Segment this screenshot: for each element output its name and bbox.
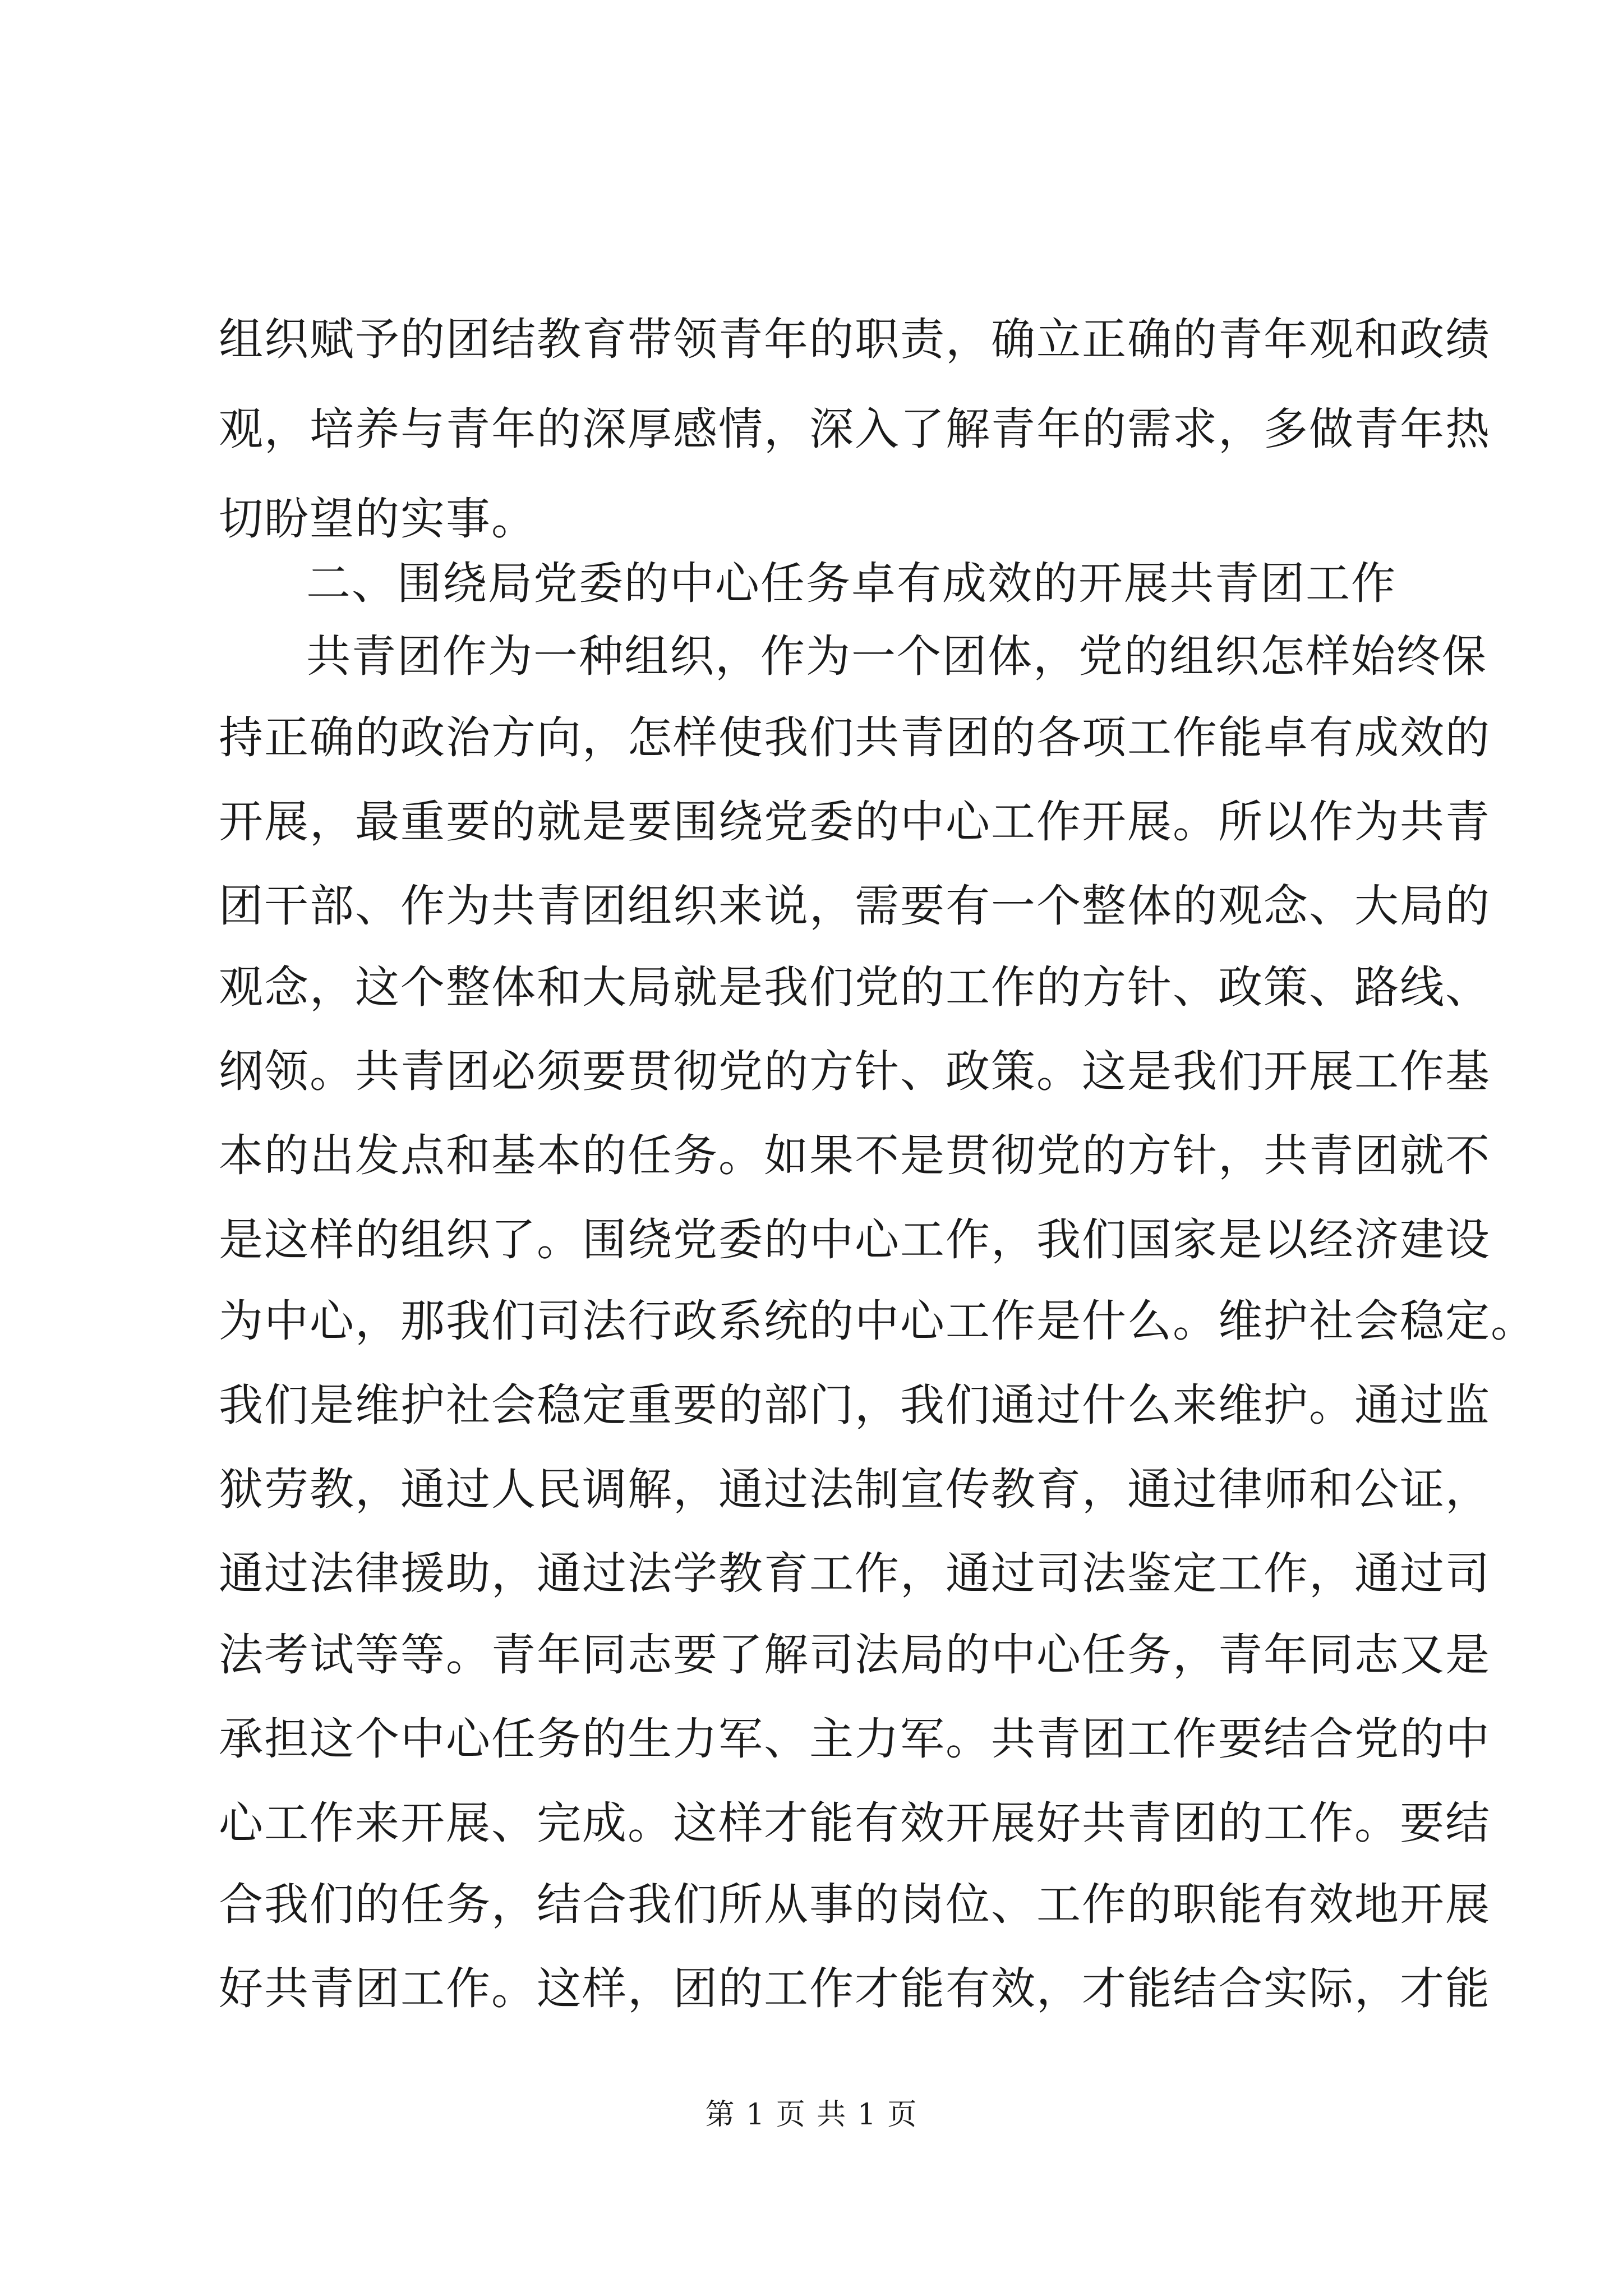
text-line: 共青团作为一种组织，作为一个团体，党的组织怎样始终保 [306, 631, 1487, 682]
text-line: 观，培养与青年的深厚感情，深入了解青年的需求，多做青年热 [219, 403, 1491, 455]
text-line: 纲领。共青团必须要贯彻党的方针、政策。这是我们开展工作基 [219, 1046, 1491, 1097]
text-line: 本的出发点和基本的任务。如果不是贯彻党的方针，共青团就不 [219, 1130, 1491, 1181]
text-line: 好共青团工作。这样，团的工作才能有效，才能结合实际，才能 [219, 1963, 1491, 2014]
page-number-footer: 第 1 页 共 1 页 [705, 2098, 918, 2132]
text-line: 切盼望的实事。 [219, 493, 537, 545]
text-line: 开展，最重要的就是要围绕党委的中心工作开展。所以作为共青 [219, 796, 1491, 848]
text-line: 组织赋予的团结教育带领青年的职责，确立正确的青年观和政绩 [219, 314, 1491, 365]
text-line: 为中心，那我们司法行政系统的中心工作是什么。维护社会稳定。 [219, 1295, 1536, 1347]
text-line: 是这样的组织了。围绕党委的中心工作，我们国家是以经济建设 [219, 1214, 1491, 1266]
text-line: 承担这个中心任务的生力军、主力军。共青团工作要结合党的中 [219, 1713, 1491, 1765]
text-line: 持正确的政治方向，怎样使我们共青团的各项工作能卓有成效的 [219, 712, 1491, 763]
text-line: 通过法律援助，通过法学教育工作，通过司法鉴定工作，通过司 [219, 1548, 1491, 1599]
text-line: 我们是维护社会稳定重要的部门，我们通过什么来维护。通过监 [219, 1379, 1491, 1431]
text-line: 狱劳教，通过人民调解，通过法制宣传教育，通过律师和公证， [219, 1464, 1491, 1515]
text-line: 合我们的任务，结合我们所从事的岗位、工作的职能有效地开展 [219, 1879, 1491, 1930]
section-heading: 二、围绕局党委的中心任务卓有成效的开展共青团工作 [306, 558, 1396, 609]
text-line: 心工作来开展、完成。这样才能有效开展好共青团的工作。要结 [219, 1797, 1491, 1849]
text-line: 法考试等等。青年同志要了解司法局的中心任务，青年同志又是 [219, 1629, 1491, 1681]
text-line: 团干部、作为共青团组织来说，需要有一个整体的观念、大局的 [219, 880, 1491, 932]
text-line: 观念，这个整体和大局就是我们党的工作的方针、政策、路线、 [219, 961, 1491, 1013]
